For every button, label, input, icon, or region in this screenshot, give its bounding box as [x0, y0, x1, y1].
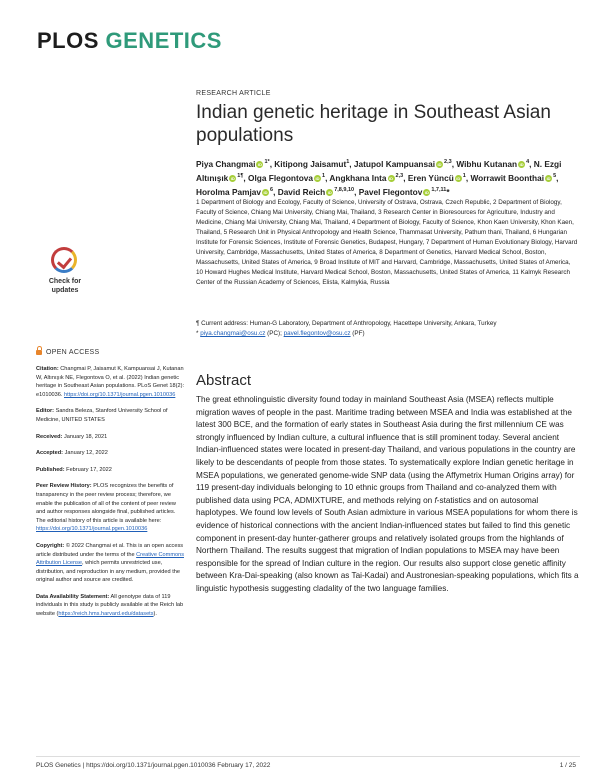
article-title: Indian genetic heritage in Southeast Asian populations	[196, 102, 551, 146]
corresponding-end: (PF)	[350, 330, 365, 337]
author-affiliation-sup: 4	[526, 159, 530, 165]
editor-label: Editor:	[36, 408, 55, 415]
author-affiliation-sup: 2,3	[444, 159, 452, 165]
check-updates-line2: updates	[51, 287, 79, 294]
open-lock-icon	[36, 350, 42, 355]
author-list	[196, 156, 576, 197]
abstract-body	[196, 394, 580, 596]
accepted-label: Accepted:	[36, 450, 64, 457]
author-affiliation-sup: 1	[322, 172, 326, 179]
abstract-text-cont: -statistics and on autosomal haplotypes. We found low levels of South Asian admixture in various MSEA populations for whom there is evidence of historical connections with the ancient Indian-influenced states but failed to find this genetic component in present-day hunter-gatherer groups and relatively isolated groups from the highlands of Northern Thailand. The results suggest that migration of Indian populations to MSEA may have been responsible for the spread of Indian culture in the region. Our results also support close genetic affinity between Kra-Dai-speaking (also known as Tai-Kadai) and Austronesian-speaking populations, which fits a linguistic hypothesis suggesting cladality of the two language families.	[196, 495, 579, 593]
received-label: Received:	[36, 433, 63, 440]
author-affiliation-sup: 1¶	[237, 172, 244, 179]
abstract-heading: Abstract	[196, 372, 252, 389]
corresponding-prefix: *	[196, 330, 201, 337]
orcid-icon[interactable]	[518, 161, 525, 168]
current-address-note: ¶ Current address: Human-G Laboratory, Department of Anthropology, Hacettepe University, Ankara, Turkey	[196, 320, 497, 327]
dataset-link[interactable]: https://reich.hms.harvard.edu/datasets	[58, 611, 154, 618]
author-affiliation-sup: 1*	[264, 159, 270, 165]
published-text: February 17, 2022	[64, 466, 112, 473]
journal-name-part1: PLOS	[37, 28, 99, 53]
data-availability	[36, 593, 186, 619]
article-type: RESEARCH ARTICLE	[196, 90, 271, 97]
orcid-icon[interactable]	[545, 175, 552, 182]
corresponding-authors	[196, 329, 578, 339]
check-updates-line1: Check for	[48, 278, 82, 285]
check-updates-label	[36, 277, 94, 295]
author[interactable]: , Horolma Pamjav	[196, 172, 559, 197]
page-number: 1 / 25	[559, 762, 576, 769]
author[interactable]: , Olga Flegontova	[243, 172, 314, 183]
license-link[interactable]: Creative Commons Attribution License	[36, 551, 184, 567]
author[interactable]: , Pavel Flegontov	[354, 186, 423, 197]
open-access-label: OPEN ACCESS	[46, 349, 100, 356]
copyright-text-end: , which permits unrestricted use, distribution, and reproduction in any medium, provided the original author and source are credited.	[36, 560, 180, 584]
orcid-icon[interactable]	[229, 175, 236, 182]
citation-text: Changmai P, Jaisamut K, Kampuansai J, Kutanan W, Altınışık NE, Flegontova O, et al. (2022) Indian genetic heritage in Southeast Asian populations. PLoS Genet 18(2): e1010036.	[36, 366, 185, 398]
copyright-text: © 2022 Changmai et al. This is an open access article distributed under the terms of the	[36, 542, 184, 558]
copyright-label: Copyright:	[36, 542, 65, 549]
check-for-updates-button[interactable]	[36, 245, 94, 301]
author[interactable]: , Eren Yüncü	[403, 172, 454, 183]
journal-logo	[37, 28, 222, 54]
data-availability-text-end: ).	[153, 611, 157, 618]
corresponding-mark: *	[446, 186, 450, 197]
author-affiliation-sup: 2,3	[395, 172, 404, 179]
orcid-icon[interactable]	[314, 175, 321, 182]
orcid-icon[interactable]	[436, 161, 443, 168]
published-label: Published:	[36, 466, 65, 473]
orcid-icon[interactable]	[256, 161, 263, 168]
data-availability-label: Data Availability Statement:	[36, 593, 110, 600]
copyright	[36, 542, 186, 585]
author-affiliation-sup: 1	[462, 172, 466, 179]
corresponding-mid: (PC);	[265, 330, 284, 337]
author-affiliation-sup: 5	[553, 172, 557, 179]
peer-review-history	[36, 482, 186, 534]
peer-review-link[interactable]: https://doi.org/10.1371/journal.pgen.1010036	[36, 526, 148, 533]
orcid-icon[interactable]	[262, 189, 269, 196]
editor-text: Sandra Beleza, Stanford University School of Medicine, UNITED STATES	[36, 408, 168, 423]
peer-review-text: PLOS recognizes the benefits of transparency in the peer review process; therefore, we enable the publication of all of the content of peer review and author responses alongside final, published articles. The editorial history of this article is available here:	[36, 483, 176, 524]
affiliations: 1 Department of Biology and Ecology, Faculty of Science, University of Ostrava, Ostrava, Czech Republic, 2 Department of Biology, Faculty of Science, Chiang Mai University, Chiang Mai, Thailand, 3 Research Center in Bioresources for Agriculture, Industry and Medicine, Chiang Mai University, Chiang Mai, Thailand, 4 Department of Biology, Faculty of Science, Khon Kaen University, Khon Kaen, Thailand, 5 Research Unit in Physical Anthropology and Health Science, Thammasat University, Pathum thani, Thailand, 6 Hungarian Institute for Forensic Sciences, Institute of Forensic Genetics, Budapest, Hungary, 7 Department of Human Evolutionary Biology, Harvard University, Cambridge, Massachusetts, United States of America, 8 Department of Genetics, Harvard Medical School, Boston, Massachusetts, United States of America, 9 Broad Institute of MIT and Harvard, Cambridge, Massachusetts, United States of America, 10 Howard Hughes Medical Institute, Harvard Medical School, Boston, Massachusetts, United States of America, 11 Kalmyk Research Center of the Russian Academy of Sciences, Elista, Kalmykia, Russia	[196, 199, 578, 286]
editor	[36, 407, 186, 424]
received-date	[36, 433, 186, 442]
author[interactable]: , Jatupol Kampuansai	[349, 158, 436, 169]
abstract-text: The great ethnolinguistic diversity found today in mainland Southeast Asia (MSEA) reflects multiple migration waves of people in the past. Maritime trading between MSEA and India was established at the latest 300 BCE, and the formation of early states in Southeast Asia during the first millennium CE was strongly influenced by Indian culture, a cultural influence that is still prominent today. Several ancient Indian-influenced states were located in present-day Thailand, and various populations in the country are likely to be descendants of people from those states. To systematically explore Indian genetic heritage in MSEA populations, we generated genome-wide SNP data (using the Affymetrix Human Origins array) for 119 present-day individuals belonging to 10 ethnic groups from Thailand and co-analyzed them with published data using PCA, ADMIXTURE, and methods relying on	[196, 395, 576, 505]
citation-label: Citation:	[36, 366, 59, 372]
orcid-icon[interactable]	[455, 175, 462, 182]
orcid-icon[interactable]	[423, 189, 430, 196]
data-availability-text: All genotype data of 119 individuals in this study is publicly available at the Reich lab website (	[36, 593, 184, 618]
email-link[interactable]: piya.changmai@osu.cz	[200, 330, 266, 337]
author-affiliation-sup: 1,7,11	[431, 186, 447, 193]
open-access-badge	[36, 349, 99, 356]
author[interactable]: , David Reich	[273, 186, 326, 197]
author[interactable]: , Worrawit Boonthai	[465, 172, 545, 183]
abstract-f-term: f	[434, 495, 437, 505]
published-date	[36, 466, 186, 475]
author-affiliation-sup: 6	[270, 186, 274, 193]
email-link[interactable]: pavel.flegontov@osu.cz	[283, 330, 351, 337]
citation	[36, 365, 186, 399]
citation-doi-link[interactable]: https://doi.org/10.1371/journal.pgen.1010036	[64, 391, 176, 398]
author[interactable]: , N. Ezgi Altınışık	[196, 158, 562, 183]
footer-divider	[36, 756, 580, 757]
orcid-icon[interactable]	[388, 175, 395, 182]
author[interactable]: , Angkhana Inta	[325, 172, 387, 183]
accepted-date	[36, 449, 186, 458]
author-affiliation-sup: 1	[346, 159, 350, 165]
author-notes	[196, 319, 578, 339]
footer-citation: PLOS Genetics | https://doi.org/10.1371/journal.pgen.1010036 February 17, 2022	[36, 762, 271, 769]
accepted-text: January 12, 2022	[63, 450, 108, 457]
author[interactable]: , Wibhu Kutanan	[451, 158, 518, 169]
peer-review-label: Peer Review History:	[36, 483, 92, 490]
author[interactable]: , Kitipong Jaisamut	[269, 158, 347, 169]
received-text: January 18, 2021	[62, 433, 108, 440]
check-updates-icon	[51, 247, 77, 273]
journal-name-part2: GENETICS	[98, 28, 222, 53]
author-affiliation-sup: 7,8,9,10	[334, 186, 355, 193]
article-info-sidebar	[36, 365, 186, 627]
author[interactable]: Piya Changmai	[196, 158, 256, 169]
orcid-icon[interactable]	[326, 189, 333, 196]
